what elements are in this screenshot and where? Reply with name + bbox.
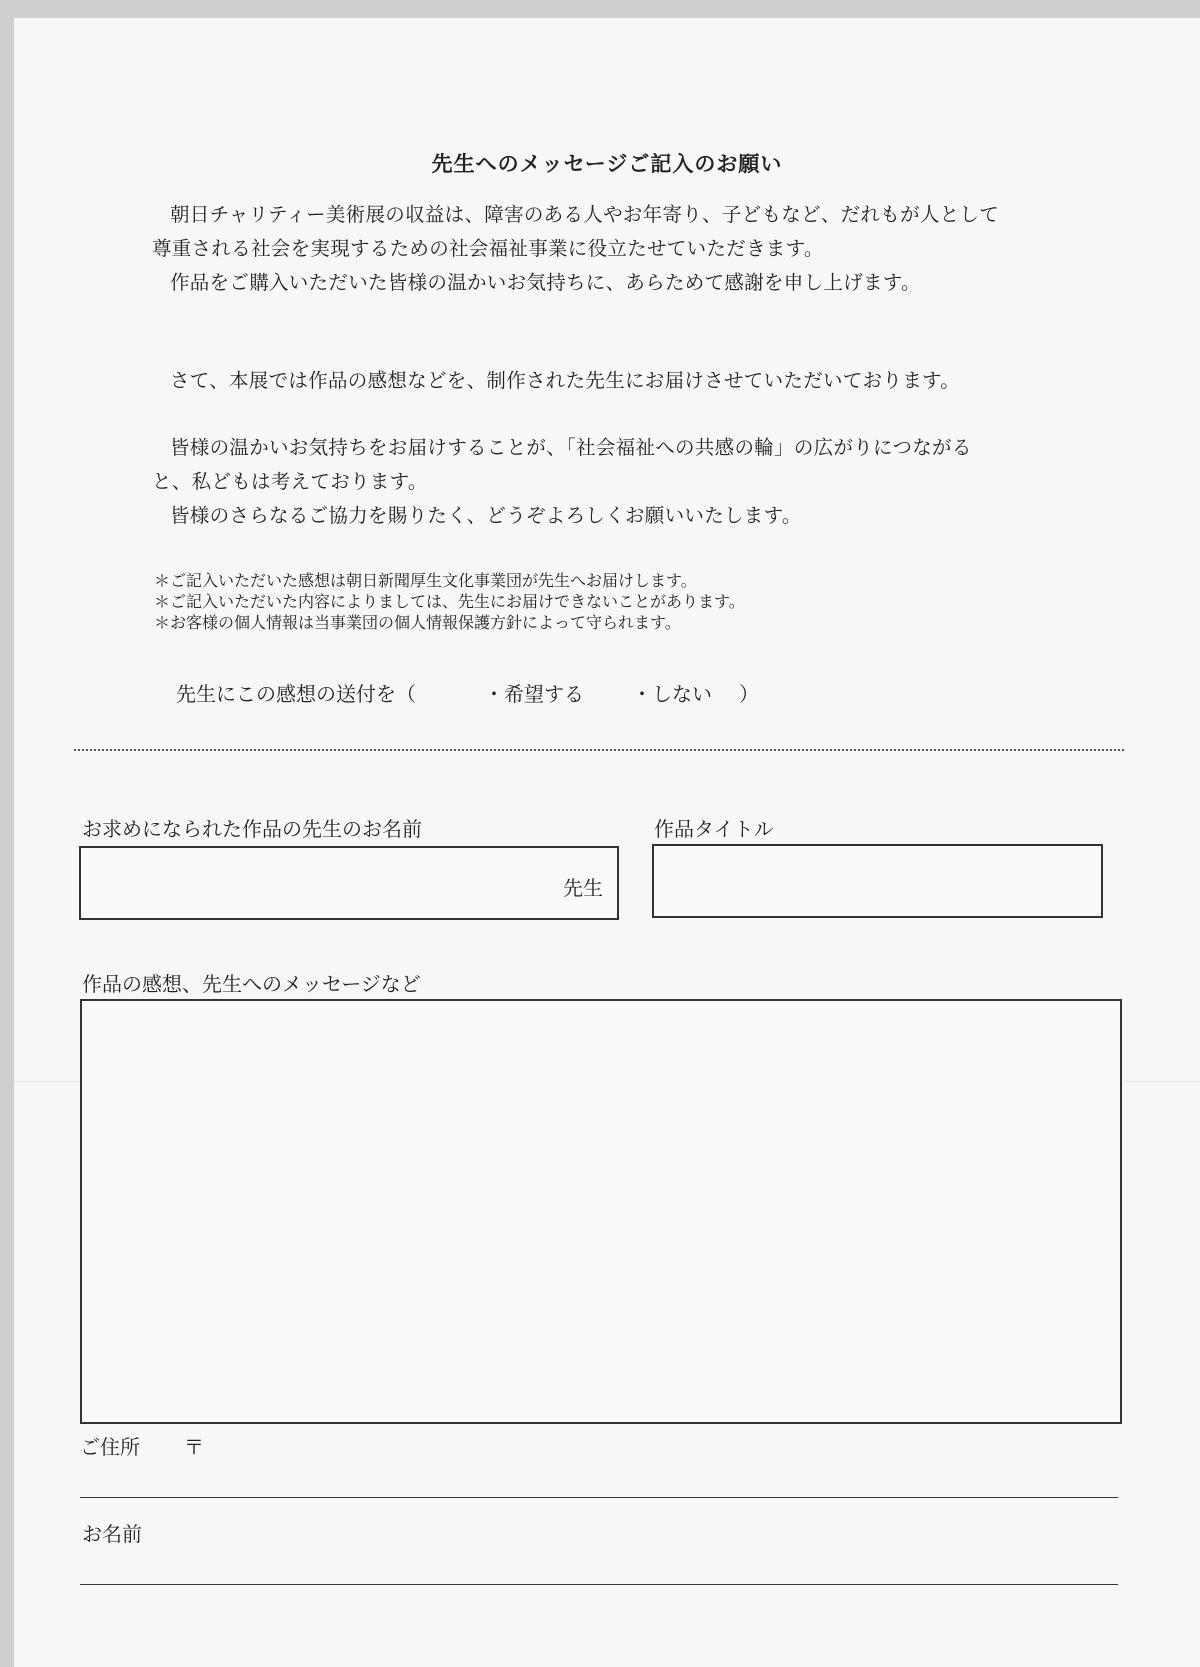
send-option-no[interactable]: ・しない	[632, 682, 712, 706]
paragraph-line-2: 尊重される社会を実現するための社会福祉事業に役立たせていただきます。	[152, 237, 824, 260]
name-label: お名前	[82, 1522, 142, 1546]
address-line[interactable]	[80, 1497, 1118, 1498]
form-sheet	[14, 18, 1200, 1667]
note-line-2: ＊ご記入いただいた内容によりましては、先生にお届けできないことがあります。	[154, 592, 745, 611]
paragraph-line-7: 皆様のさらなるご協力を賜りたく、どうぞよろしくお願いいたします。	[170, 504, 802, 527]
paragraph-line-3: 作品をご購入いただいた皆様の温かいお気持ちに、あらためて感謝を申し上げます。	[170, 271, 921, 294]
note-line-3: ＊お客様の個人情報は当事業団の個人情報保護方針によって守られます。	[154, 613, 681, 632]
paragraph-line-5: 皆様の温かいお気持ちをお届けすることが、「社会福祉への共感の輪」の広がりにつながる	[170, 436, 972, 459]
note-line-1: ＊ご記入いただいた感想は朝日新聞厚生文化事業団が先生へお届けします。	[154, 571, 697, 590]
paragraph-line-4: さて、本展では作品の感想などを、制作された先生にお届けさせていただいております。	[170, 369, 961, 392]
teacher-suffix: 先生	[563, 876, 603, 900]
address-label: ご住所	[80, 1435, 140, 1459]
work-title-label: 作品タイトル	[654, 817, 774, 841]
send-option-yes[interactable]: ・希望する	[484, 682, 584, 706]
teacher-name-label: お求めになられた作品の先生のお名前	[82, 817, 422, 841]
message-label: 作品の感想、先生へのメッセージなど	[82, 972, 421, 996]
cut-line	[74, 749, 1124, 751]
paragraph-line-6: と、私どもは考えております。	[152, 470, 428, 493]
send-preference-close: ）	[739, 682, 759, 706]
work-title-field[interactable]	[652, 844, 1103, 918]
postal-mark: 〒	[184, 1435, 204, 1459]
send-preference-prompt: 先生にこの感想の送付を（	[176, 682, 416, 706]
teacher-name-field[interactable]	[79, 846, 619, 920]
paragraph-line-1: 朝日チャリティー美術展の収益は、障害のある人やお年寄り、子どもなど、だれもが人として	[170, 203, 1000, 226]
page-title: 先生へのメッセージご記入のお願い	[431, 152, 783, 176]
message-field[interactable]	[80, 999, 1122, 1424]
name-line[interactable]	[80, 1584, 1118, 1585]
